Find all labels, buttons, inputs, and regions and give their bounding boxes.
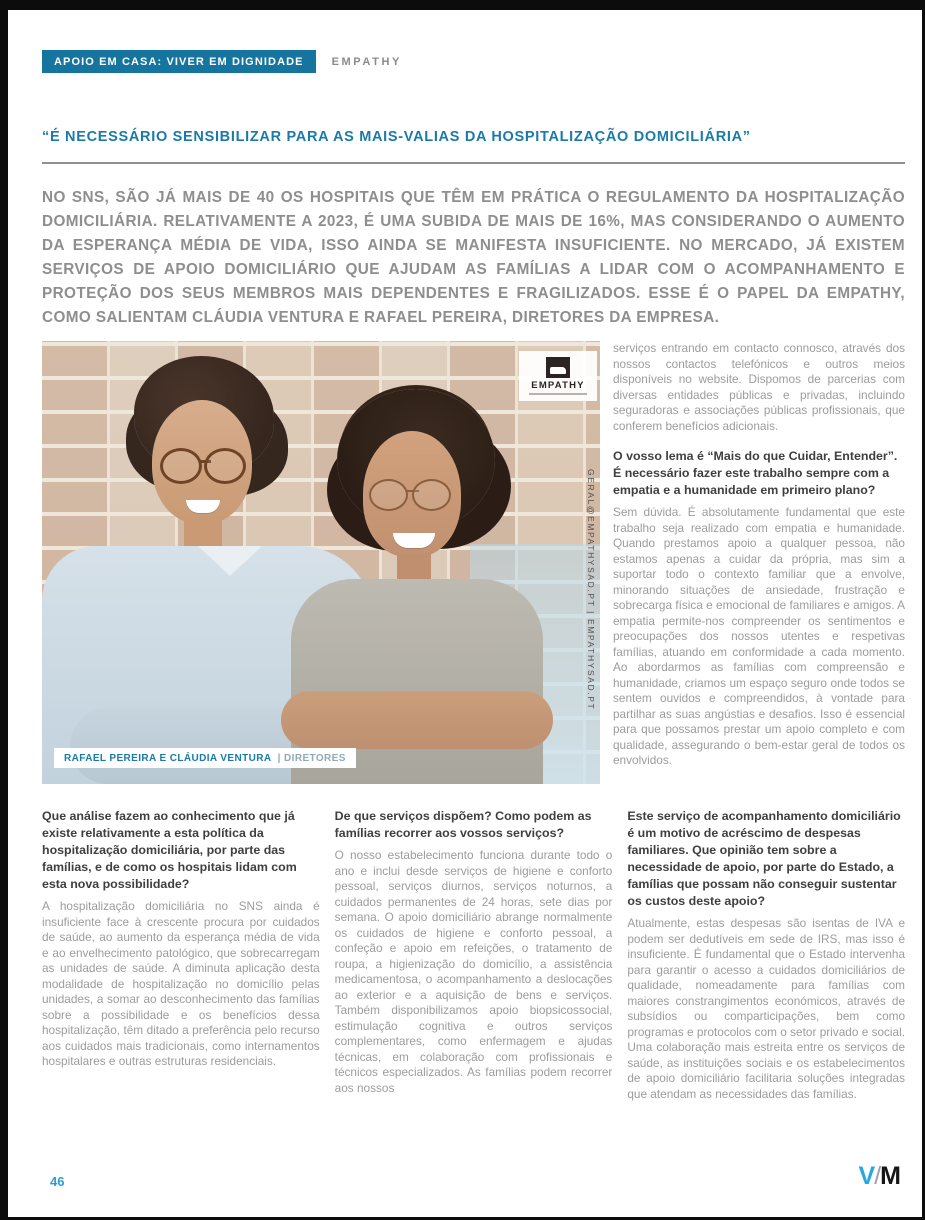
empathy-logo-word: EMPATHY bbox=[531, 380, 585, 391]
answer-continuation: serviços entrando em contacto connosco, através dos nossos contactos telefónicos e outros meios disponíveis no website. Dispomos de parcerias com diversas entidades públicas e privadas, incluindo seguradoras e associações públicas profissionais, que conferem benefícios adicionais. bbox=[613, 341, 905, 433]
magazine-logo bbox=[859, 1164, 900, 1189]
man-glasses bbox=[160, 448, 252, 482]
woman-glasses bbox=[369, 479, 459, 511]
page-content bbox=[8, 10, 922, 1217]
column-right bbox=[613, 341, 905, 784]
caption-role: | DIRETORES bbox=[277, 753, 346, 764]
question-analise: Que análise fazem ao conhecimento que já existe relativamente a esta política da hospitalização domiciliária, por parte das famílias, e de como os hospitais lidam com esta nova possibilidade? bbox=[42, 809, 297, 891]
question-servicos: De que serviços dispõem? Como podem as famílias recorrer aos vossos serviços? bbox=[334, 809, 592, 840]
section-badge: APOIO EM CASA: VIVER EM DIGNIDADE bbox=[42, 50, 316, 73]
title-divider bbox=[42, 162, 905, 164]
empathy-logo-badge bbox=[519, 351, 597, 401]
empathy-logo-icon bbox=[546, 357, 570, 378]
main-row bbox=[42, 341, 905, 784]
contact-vertical-text: GERAL@EMPATHYSAD.PT | EMPATHYSAD.PT bbox=[586, 469, 596, 711]
magazine-page bbox=[8, 10, 922, 1217]
question-apoio-estado: Este serviço de acompanhamento domiciliário é um motivo de acréscimo de despesas familiares. Que opinião tem sobre a necessidade de apoio, por parte do Estado, a famílias que possam não conseguir sustentar os custos deste apoio? bbox=[627, 809, 901, 908]
column-2 bbox=[335, 808, 613, 1102]
column-1 bbox=[42, 808, 320, 1102]
empathy-logo-tagline bbox=[529, 393, 587, 395]
page-number: 46 bbox=[50, 1174, 65, 1189]
answer-apoio-estado: Atualmente, estas despesas são isentas de IVA e podem ser dedutíveis em sede de IRS, mas isso é insuficiente. É fundamental que o Estado intervenha para garantir o acesso a cuidados domiciliários de qualidade, nomeadamente para famílias com maiores constrangimentos económicos, através de subsídios ou comparticipações, bem como programas e protocolos com o setor privado e social. Uma colaboração mais estreita entre os serviços de saúde, as instituições sociais e os estabelecimentos de apoio domiciliário facilitaria soluções integradas que atendam as necessidades das famílias. bbox=[627, 916, 906, 1101]
lead-paragraph: NO SNS, SÃO JÁ MAIS DE 40 OS HOSPITAIS QUE TÊM EM PRÁTICA O REGULAMENTO DA HOSPITALIZAÇÃO DOMICILIÁRIA. RELATIVAMENTE A 2023, É UMA SUBIDA DE MAIS DE 16%, MAS CONSIDERANDO O AUMENTO DA ESPERANÇA MÉDIA DE VIDA, ISSO AINDA SE MANIFESTA INSUFICIENTE. NO MERCADO, JÁ EXISTEM SERVIÇOS DE APOIO DOMICILIÁRIO QUE AJUDAM AS FAMÍLIAS A LIDAR COM O ACOMPANHAMENTO E PROTEÇÃO DOS SEUS MEMBROS MAIS DEPENDENTES E FRAGILIZADOS. ESSE É O PAPEL DA EMPATHY, COMO SALIENTAM CLÁUDIA VENTURA E RAFAEL PEREIRA, DIRETORES DA EMPRESA. bbox=[42, 189, 905, 326]
page-header bbox=[42, 50, 905, 73]
glasses-bridge bbox=[407, 490, 419, 492]
brand-label: EMPATHY bbox=[331, 55, 402, 68]
article-title: “É NECESSÁRIO SENSIBILIZAR PARA AS MAIS-VALIAS DA HOSPITALIZAÇÃO DOMICILIÁRIA” bbox=[42, 129, 751, 145]
glasses-bridge bbox=[200, 460, 211, 463]
question-lema: O vosso lema é “Mais do que Cuidar, Entender”. É necessário fazer este trabalho sempre com a empatia e a humanidade em primeiro plano? bbox=[613, 449, 898, 497]
answer-servicos: O nosso estabelecimento funciona durante todo o ano e inclui desde serviços de higiene e conforto pessoal, serviços diurnos, serviços noturnos, a cuidados permanentes de 24 horas, sete dias por semana. O apoio domiciliário abrange normalmente os cuidados de higiene e conforto pessoal, a confeção e apoio em refeições, o tratamento de roupa, a higienização do domicílio, a assistência medicamentosa, o acompanhamento a deslocações ao exterior e a aquisição de bens e serviços. Também disponibilizamos apoio biopsicossocial, estimulação cognitiva e outros serviços complementares, como enfermagem e ajudas técnicas, em colaboração com profissionais e técnicos especializados. As famílias podem recorrer aos nossos bbox=[334, 848, 613, 1095]
photo-person-right bbox=[297, 389, 587, 784]
answer-analise: A hospitalização domiciliária no SNS ainda é insuficiente face à crescente procura por cuidados de saúde, ao aumento da esperança média de vida e ao envelhecimento patológico, que sobrecarregam as unidades de saúde. A diminuta aplicação desta modalidade de hospitalização no domicílio pelas unidades, a somar ao desconhecimento das famílias sobre a possibilidade e os benefícios dessa hospitalização, têm ditado a preferência pelo recurso aos cuidados mais tradicionais, como internamentos hospitalares e outras estruturas residenciais. bbox=[42, 899, 320, 1068]
logo-slash: / bbox=[874, 1162, 881, 1190]
answer-lema: Sem dúvida. É absolutamente fundamental que este trabalho seja realizado com empatia e humanidade. Quando prestamos apoio a qualquer pessoa, não estamos apenas a cuidar da própria, mas sim a suportar todo o contexto familiar que a envolve, minorando situações de ansiedade, frustração e sobrecarga física e emocional de familiares e amigos. A empatia permite-nos compreender os sentimentos e preocupações dos nossos utentes e respetivas famílias, atuando em conformidade a cada momento. Ao abordarmos as famílias com compreensão e humanidade, criamos um espaço seguro onde todos se sentem ouvidos e compreendidos, à vontade para partilhar as suas angústias e desafios. Isso é essencial para que possamos prestar um apoio completo e com qualidade, assegurando o bem-estar geral de todos os envolvidos. bbox=[613, 505, 905, 767]
caption-names: RAFAEL PEREIRA E CLÁUDIA VENTURA bbox=[64, 753, 272, 764]
bottom-columns bbox=[42, 808, 905, 1102]
logo-letter-v: V bbox=[858, 1162, 875, 1190]
article-photo bbox=[42, 341, 600, 784]
woman-crossed-arms bbox=[281, 691, 553, 749]
page-footer bbox=[50, 1164, 900, 1189]
logo-letter-m: M bbox=[880, 1162, 900, 1190]
photo-caption bbox=[54, 748, 356, 768]
column-3 bbox=[627, 808, 905, 1102]
